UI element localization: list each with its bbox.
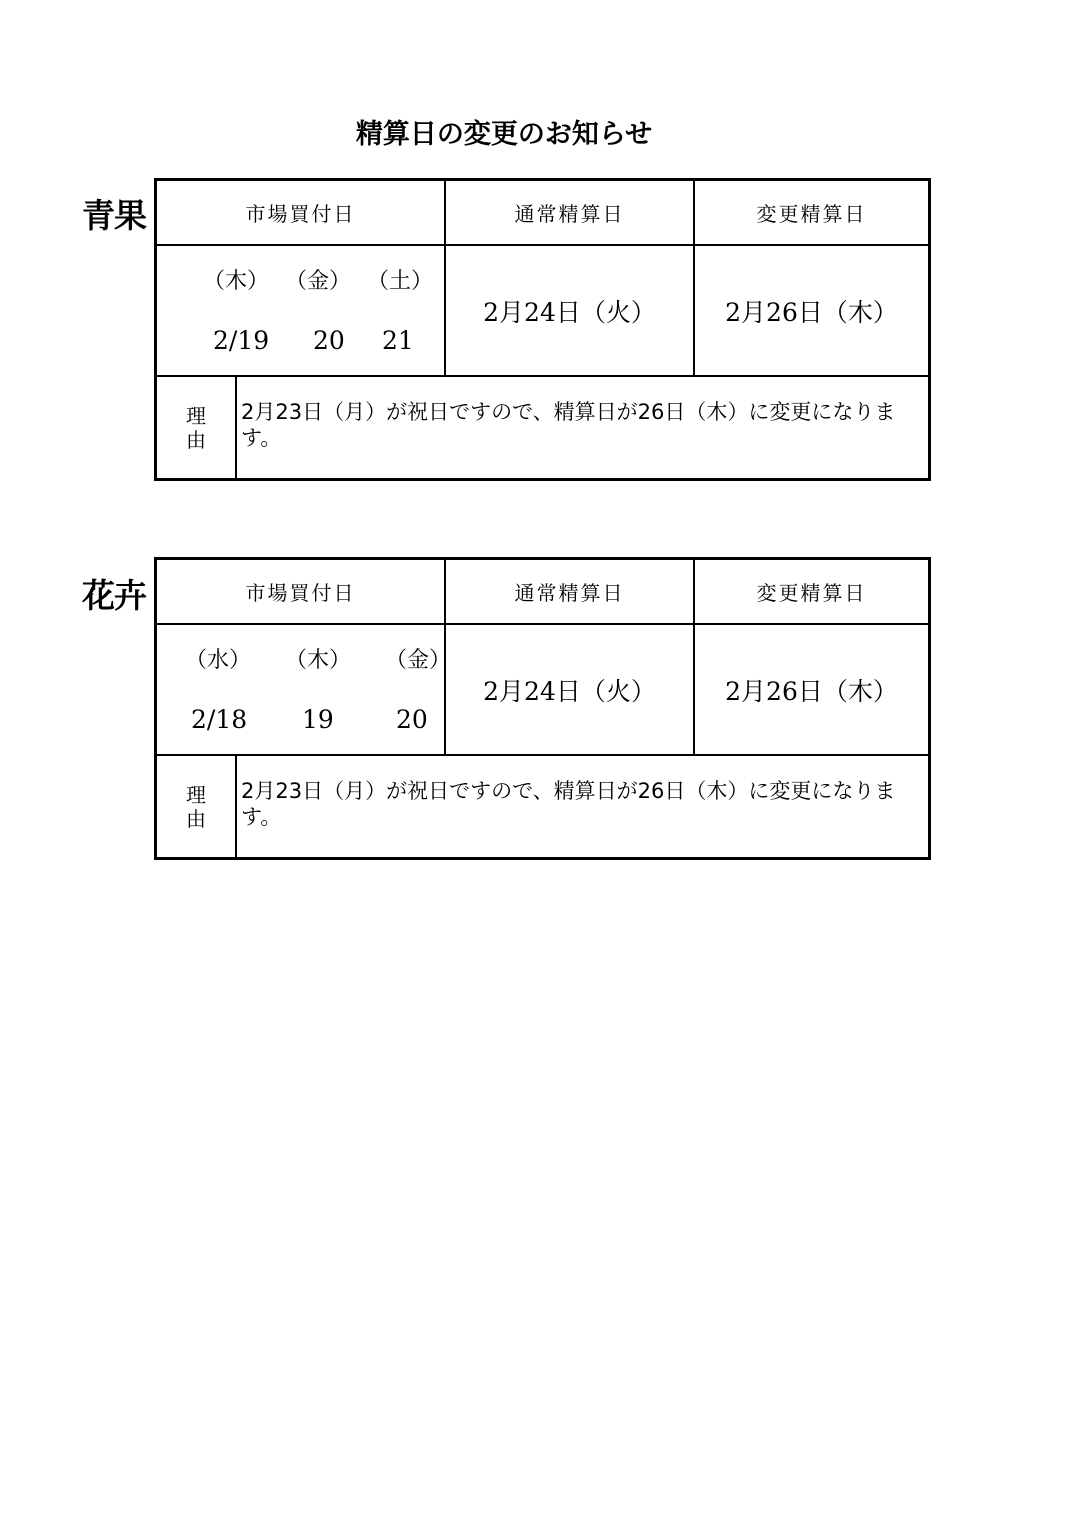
reason-text: 2月23日（月）が祝日ですので、精算日が26日（木）に変更になります。 <box>241 400 896 450</box>
section-label-flowers: 花卉 <box>82 576 146 615</box>
reason-row <box>157 377 928 478</box>
weekday-label: （木） <box>285 648 352 673</box>
changed-settlement-date: 2月26日（木） <box>725 297 898 327</box>
reason-label-char: 理 <box>186 403 206 428</box>
market-buy-day-header: 市場買付日 <box>157 560 446 623</box>
weekday-label: （水） <box>185 648 252 673</box>
section-label-produce: 青果 <box>82 196 146 235</box>
table-header-row <box>157 560 928 625</box>
table-data-row <box>157 625 928 756</box>
date-value: 21 <box>382 326 414 355</box>
reason-label-char: 由 <box>186 806 206 831</box>
reason-label <box>157 377 237 478</box>
date-value: 2/19 <box>213 326 270 355</box>
normal-settlement-header: 通常精算日 <box>446 181 695 244</box>
table-data-row <box>157 246 928 377</box>
settlement-table-flowers <box>154 557 931 860</box>
changed-settlement-date: 2月26日（木） <box>725 676 898 706</box>
normal-settlement-date: 2月24日（火） <box>446 246 695 375</box>
page-title: 精算日の変更のお知らせ <box>355 119 653 150</box>
reason-label-char: 由 <box>186 427 206 452</box>
weekday-label: （金） <box>285 269 352 294</box>
date-value: 20 <box>396 705 428 734</box>
changed-settlement-header: 変更精算日 <box>756 202 867 226</box>
date-value: 2/18 <box>191 705 248 734</box>
market-buy-dates <box>157 625 452 754</box>
market-buy-dates <box>157 246 446 375</box>
market-buy-day-header: 市場買付日 <box>157 181 446 244</box>
reason-row <box>157 756 928 857</box>
table-header-row <box>157 181 928 246</box>
settlement-table-produce <box>154 178 931 481</box>
weekday-label: （木） <box>203 269 270 294</box>
reason-label <box>157 756 237 857</box>
normal-settlement-header: 通常精算日 <box>446 560 695 623</box>
reason-label-char: 理 <box>186 782 206 807</box>
weekday-label: （金） <box>385 648 452 673</box>
reason-text: 2月23日（月）が祝日ですので、精算日が26日（木）に変更になります。 <box>241 779 896 829</box>
date-value: 20 <box>313 326 345 355</box>
weekday-label: （土） <box>367 269 434 294</box>
normal-settlement-date: 2月24日（火） <box>446 625 695 754</box>
changed-settlement-header: 変更精算日 <box>756 581 867 605</box>
date-value: 19 <box>302 705 334 734</box>
